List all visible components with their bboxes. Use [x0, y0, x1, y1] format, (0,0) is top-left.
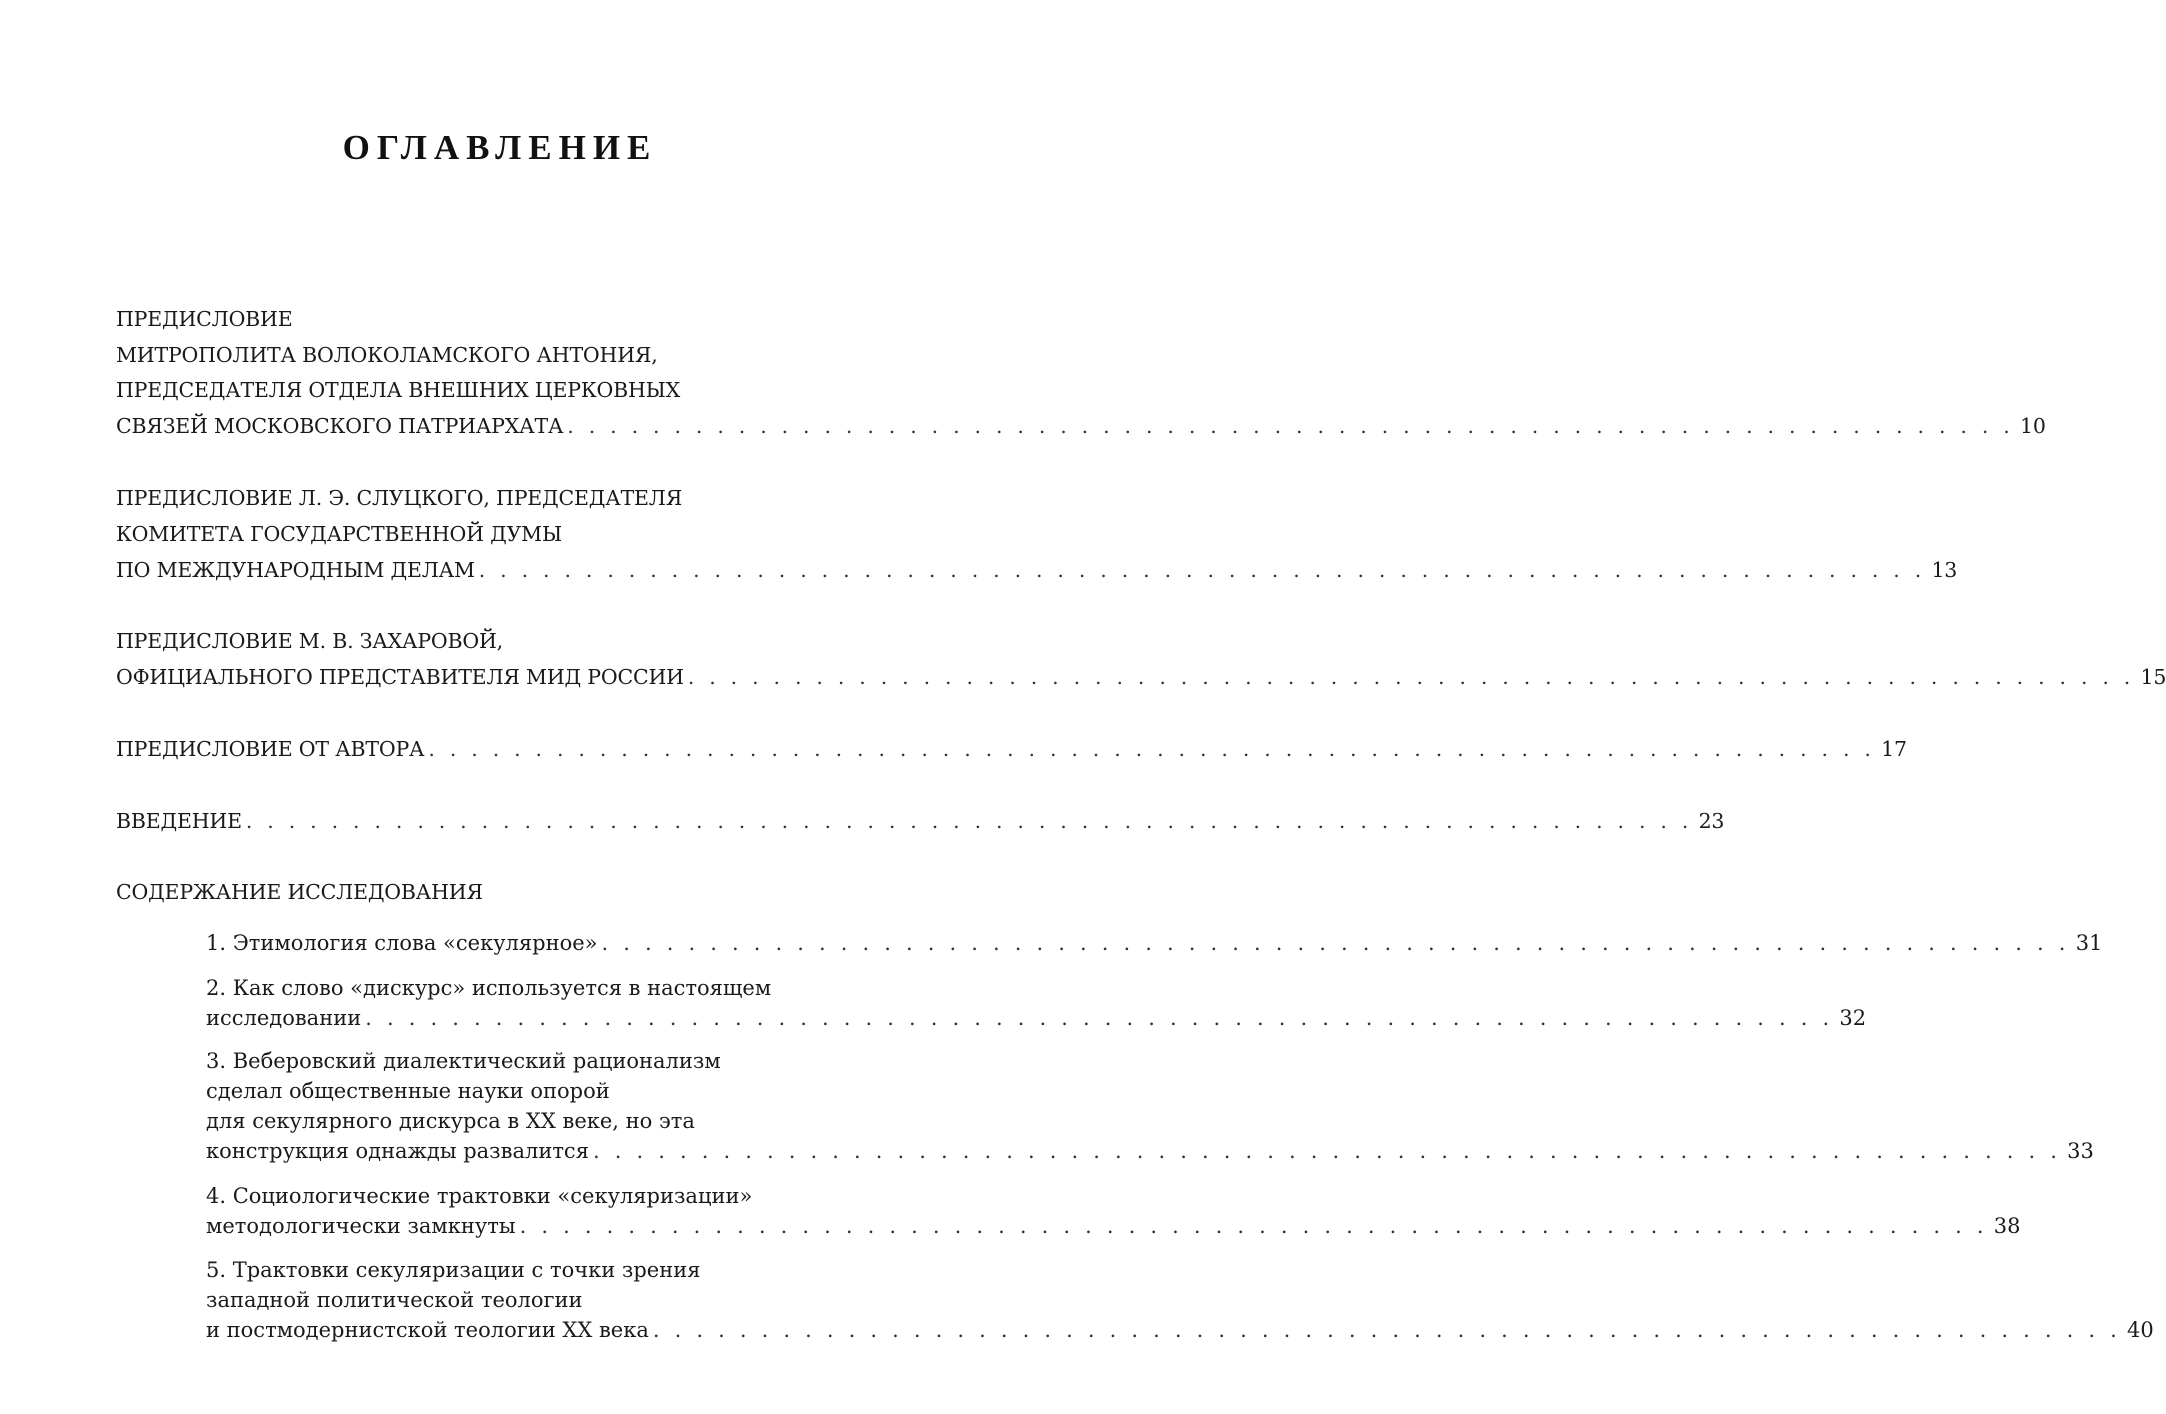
entry-line: ПРЕДИСЛОВИЕ ОТ АВТОРА [116, 737, 425, 761]
entry-last-line [116, 414, 2046, 438]
entry-line: 2. Как слово «дискурс» используется в настоящем [206, 976, 772, 1000]
page-number: 17 [1881, 737, 1907, 761]
entry-last-line [116, 737, 1907, 761]
entry-line: западной политической теологии [206, 1288, 583, 1312]
dot-leader: . . . . . . . . . . . . . . . . . . . . . . . . . . . . . . . . . . . . . . . . . . . . . . . . . . . . . . . . . . . . . . . . . . . . [478, 558, 1926, 582]
page-number: 10 [2020, 414, 2046, 438]
page-title: ОГЛАВЛЕНИЕ [342, 128, 658, 167]
entry-line: ВВЕДЕНИЕ [116, 809, 242, 833]
entry-last-line [206, 1318, 2154, 1342]
dot-leader: . . . . . . . . . . . . . . . . . . . . . . . . . . . . . . . . . . . . . . . . . . . . . . . . . . . . . . . . . . . . . . . . . . . . [428, 737, 1876, 761]
entry-line: сделал общественные науки опорой [206, 1079, 610, 1103]
entry-last-line [206, 1214, 2021, 1238]
entry-line: 4. Социологические трактовки «секуляризации» [206, 1184, 753, 1208]
entry-line: ПРЕДИСЛОВИЕ [116, 307, 293, 331]
dot-leader: . . . . . . . . . . . . . . . . . . . . . . . . . . . . . . . . . . . . . . . . . . . . . . . . . . . . . . . . . . . . . . . . . . . . [519, 1214, 1988, 1238]
entry-line: ОФИЦИАЛЬНОГО ПРЕДСТАВИТЕЛЯ МИД РОССИИ [116, 665, 684, 689]
page-number: 15 [2140, 665, 2166, 689]
page-number: 23 [1698, 809, 1725, 833]
entry-line: конструкция однажды развалится [206, 1139, 589, 1163]
entry-line: ПРЕДИСЛОВИЕ Л. Э. СЛУЦКОГО, ПРЕДСЕДАТЕЛЯ [116, 486, 683, 510]
page-number: 31 [2075, 931, 2103, 955]
page-number: 32 [1839, 1006, 1867, 1030]
dot-leader: . . . . . . . . . . . . . . . . . . . . . . . . . . . . . . . . . . . . . . . . . . . . . . . . . . . . . . . . . . . . . . . . . . . . [601, 931, 2070, 955]
entry-line: 1. Этимология слова «секулярное» [206, 931, 598, 955]
entry-line: ПРЕДСЕДАТЕЛЯ ОТДЕЛА ВНЕШНИХ ЦЕРКОВНЫХ [116, 378, 680, 402]
dot-leader: . . . . . . . . . . . . . . . . . . . . . . . . . . . . . . . . . . . . . . . . . . . . . . . . . . . . . . . . . . . . . . . . . . . . [567, 414, 2015, 438]
entry-line: МИТРОПОЛИТА ВОЛОКОЛАМСКОГО АНТОНИЯ, [116, 343, 658, 367]
page-number: 13 [1931, 558, 1958, 582]
entry-line: для секулярного дискурса в XX веке, но эта [206, 1109, 695, 1133]
entry-line: СВЯЗЕЙ МОСКОВСКОГО ПАТРИАРХАТА [116, 414, 564, 438]
dot-leader: . . . . . . . . . . . . . . . . . . . . . . . . . . . . . . . . . . . . . . . . . . . . . . . . . . . . . . . . . . . . . . . . . . . . [245, 809, 1693, 833]
entry-line: СОДЕРЖАНИЕ ИССЛЕДОВАНИЯ [116, 880, 483, 904]
entry-line: методологически замкнуты [206, 1214, 516, 1238]
entry-line: ПРЕДИСЛОВИЕ М. В. ЗАХАРОВОЙ, [116, 629, 504, 653]
dot-leader: . . . . . . . . . . . . . . . . . . . . . . . . . . . . . . . . . . . . . . . . . . . . . . . . . . . . . . . . . . . . . . . . . . . . [687, 665, 2135, 689]
entry-line: исследовании [206, 1006, 362, 1030]
page-number: 40 [2127, 1318, 2154, 1342]
entry-last-line [206, 1006, 1867, 1030]
entry-last-line [206, 931, 2103, 955]
entry-last-line [116, 809, 1725, 833]
page-number: 33 [2067, 1139, 2094, 1163]
entry-line: и постмодернистской теологии XX века [206, 1318, 649, 1342]
page-number: 38 [1993, 1214, 2021, 1238]
entry-line: 3. Веберовский диалектический рационализм [206, 1049, 721, 1073]
entry-line: 5. Трактовки секуляризации с точки зрения [206, 1258, 701, 1282]
dot-leader: . . . . . . . . . . . . . . . . . . . . . . . . . . . . . . . . . . . . . . . . . . . . . . . . . . . . . . . . . . . . . . . . . . . . [652, 1318, 2122, 1342]
dot-leader: . . . . . . . . . . . . . . . . . . . . . . . . . . . . . . . . . . . . . . . . . . . . . . . . . . . . . . . . . . . . . . . . . . . . [365, 1006, 1834, 1030]
entry-line: КОМИТЕТА ГОСУДАРСТВЕННОЙ ДУМЫ [116, 522, 562, 546]
entry-last-line [206, 1139, 2094, 1163]
entry-line: ПО МЕЖДУНАРОДНЫМ ДЕЛАМ [116, 558, 475, 582]
entry-last-line [116, 665, 2166, 689]
dot-leader: . . . . . . . . . . . . . . . . . . . . . . . . . . . . . . . . . . . . . . . . . . . . . . . . . . . . . . . . . . . . . . . . . . . . [592, 1139, 2062, 1163]
entry-last-line [116, 558, 1958, 582]
